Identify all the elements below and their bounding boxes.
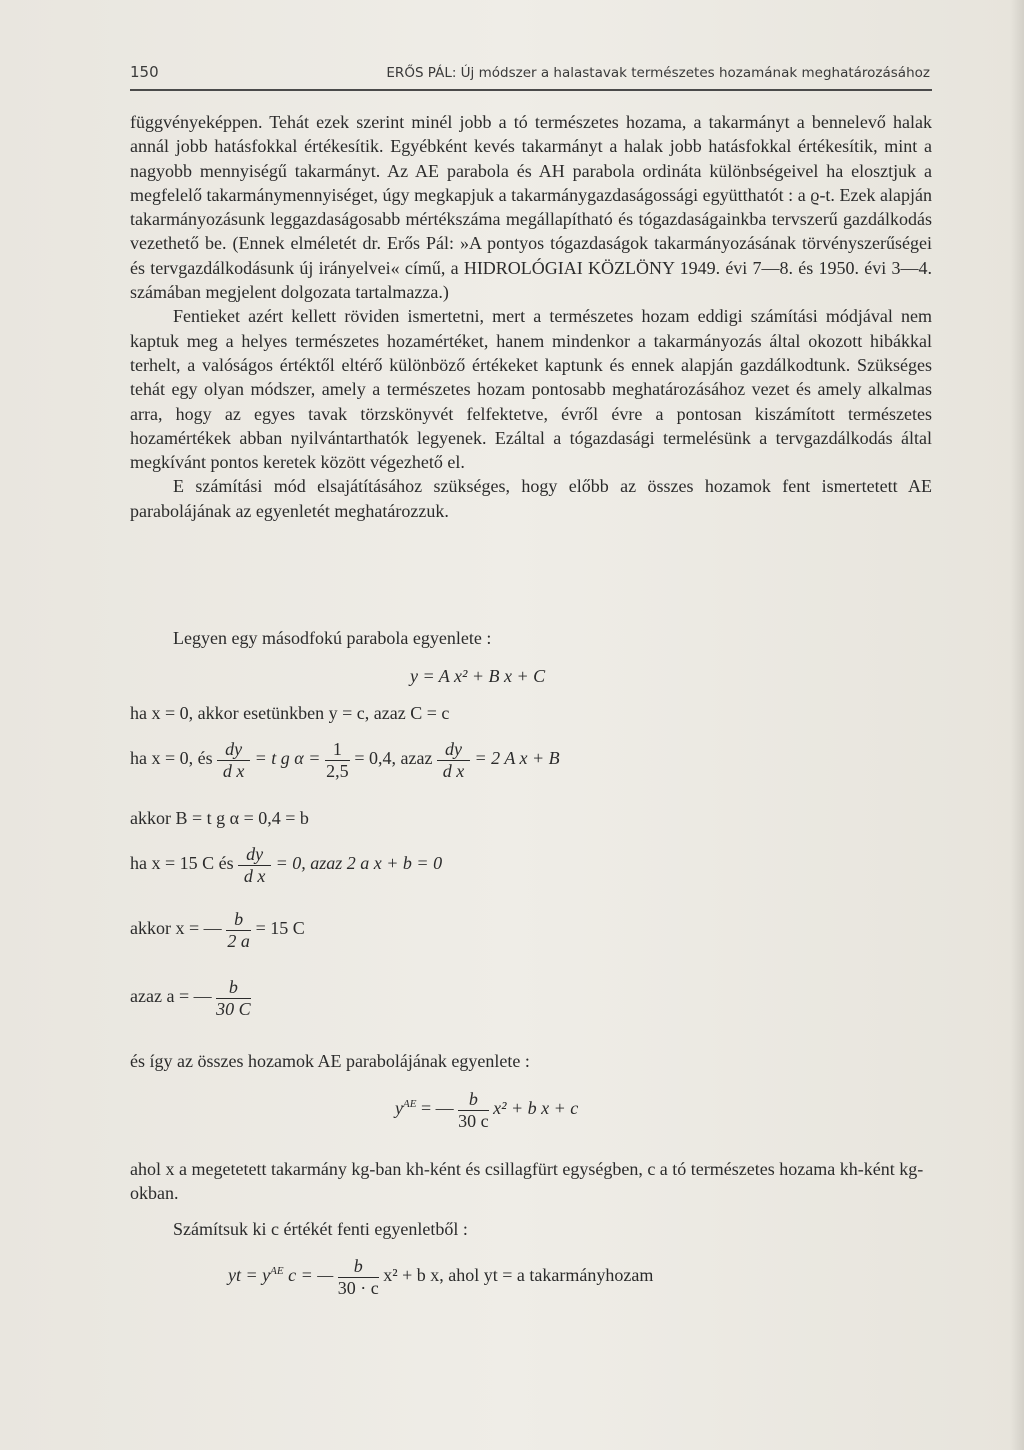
page-number: 150 <box>130 63 159 81</box>
eq6-frac <box>216 978 251 1018</box>
equation-line-4 <box>130 845 442 885</box>
eq5-end: = 15 C <box>255 918 305 939</box>
ahol-paragraph: ahol x a megetetett takarmány kg-ban kh-ként és csillagfürt egységben, c a tó természetes hozama kh-ként kg-okban. <box>130 1159 924 1203</box>
eq4-prefix: ha x = 15 C és <box>130 853 234 874</box>
eq8-ae-sub: AE <box>270 1265 284 1278</box>
eq7-b: b <box>458 1090 489 1111</box>
eq8-frac <box>338 1257 379 1297</box>
eq5-2a: 2 a <box>227 931 250 951</box>
eq2-mid: = 0,4, azaz <box>354 748 433 769</box>
eq7-ae-sub: AE <box>403 1098 417 1111</box>
eq5-frac <box>226 910 251 950</box>
eq2-frac-dydx-2 <box>437 740 470 780</box>
sentence-ae-equation: és így az összes hozamok AE parabolájának egyenlete : <box>130 1051 530 1071</box>
eq7-y: y <box>395 1098 403 1119</box>
eq4-dx: d x <box>243 866 266 886</box>
header-rule <box>130 89 932 91</box>
page-binding-edge <box>1010 0 1024 1450</box>
eq8-mid: c = — <box>288 1265 334 1286</box>
eq7-30c: 30 c <box>458 1111 489 1131</box>
equation-line-2 <box>130 740 560 780</box>
equation-line-1: ha x = 0, akkor esetünkben y = c, azaz C = c <box>130 703 450 723</box>
eq2-dy-2: dy <box>437 740 470 761</box>
eq2-one: 1 <box>325 740 350 761</box>
eq4-dy: dy <box>238 845 271 866</box>
paragraph-1: függvényeképpen. Tehát ezek szerint minél jobb a tó természetes hozama, a takarmányt a bennelevő halak annál jobb hatásfokkal értékesítik. Egyébként kevés takarmányt a halak jobb hatásfokkal értékesítik, mint a nagyobb mennyiségű takarmányt. Az AE parabola és AH parabola ordináta különbségeivel ha elosztjuk a megfelelő takarmánymennyiséget, úgy megkapjuk a takarmánygazdaságossági együtthatót : a ϱ-t. Ezek alapján takarmányozásunk leggazdaságosabb mértékszáma megállapítható és tógazdaságainkba tervszerű gazdálkodás vezethető be. (Ennek elméletét dr. Erős Pál: »A pontyos tógazdaságok takarmányozásának törvényszerűségei és tervgazdálkodásunk új irányelvei« című, a HIDROLÓGIAI KÖZLÖNY 1949. évi 7—8. és 1950. évi 3—4. számában megjelent dolgozata tartalmazza.) <box>130 112 932 303</box>
eq8-30c: 30 · c <box>337 1278 379 1298</box>
eq4-end: = 0, azaz 2 a x + b = 0 <box>275 853 443 874</box>
equation-line-6 <box>130 978 251 1018</box>
eq2-dy: dy <box>217 740 250 761</box>
eq4-frac-dydx <box>238 845 271 885</box>
paragraph-2: Fentieket azért kellett röviden ismertetni, mert a természetes hozam eddigi számítási módjával nem kaptuk meg a helyes természetes hozamértéket, hanem mindenkor a takarmányozás által okozott hibákkal terhelt, a valóságos értéktől eltérő különböző értékeket kaptunk és ennek alapján gazdálkodtunk. Szükséges tehát egy olyan módszer, amely a természetes hozam pontosabb meghatározásához vezet és amely alkalmas arra, hogy az egyes tavak törzskönyvét felfektetve, évről évre a pontosan kiszámított természetes hozamértékek abban nyilvántarthatók legyenek. Ezáltal a tógazdasági termelésünk a tervgazdálkodás által megkívánt pontos keretek között végezhető el. <box>130 306 932 473</box>
eq8-end: x² + b x, ahol yt = a takarmányhozam <box>383 1265 654 1286</box>
paragraph-4: Legyen egy másodfokú parabola egyenlete : <box>173 628 492 648</box>
eq7-eq: = — <box>420 1098 454 1119</box>
running-header <box>130 63 930 81</box>
eq2-two-five: 2,5 <box>326 761 349 781</box>
eq2-frac-dydx <box>217 740 250 780</box>
body-text <box>130 110 932 523</box>
eq2-prefix: ha x = 0, és <box>130 748 213 769</box>
eq5-b: b <box>226 910 251 931</box>
eq5-prefix: akkor x = — <box>130 918 222 939</box>
eq2-end: = 2 A x + B <box>474 748 560 769</box>
equation-line-8 <box>228 1257 653 1297</box>
equation-line-5 <box>130 910 305 950</box>
eq7-frac <box>458 1090 489 1130</box>
eq6-30c: 30 C <box>216 999 251 1019</box>
eq2-tg: = t g α = <box>254 748 321 769</box>
eq8-prefix: yt = y <box>228 1265 271 1286</box>
eq6-b: b <box>216 978 251 999</box>
eq8-b: b <box>338 1257 379 1278</box>
running-title: ERŐS PÁL: Új módszer a halastavak természetes hozamának meghatározásához <box>386 65 930 81</box>
equation-line-7 <box>395 1090 578 1130</box>
eq2-frac-one <box>325 740 350 780</box>
eq6-prefix: azaz a = — <box>130 986 212 1007</box>
equation-line-3: akkor B = t g α = 0,4 = b <box>130 808 309 828</box>
eq7-end: x² + b x + c <box>493 1098 579 1119</box>
paragraph-3: E számítási mód elsajátításához szükséges, hogy előbb az összes hozamok fent ismertetett AE parabolájának az egyenletét meghatározzuk. <box>130 476 932 521</box>
szamitsuk-sentence: Számítsuk ki c értékét fenti egyenletből : <box>173 1219 468 1239</box>
eq2-dx-2: d x <box>442 761 465 781</box>
eq2-dx: d x <box>222 761 245 781</box>
equation-parabola: y = A x² + B x + C <box>410 666 546 686</box>
